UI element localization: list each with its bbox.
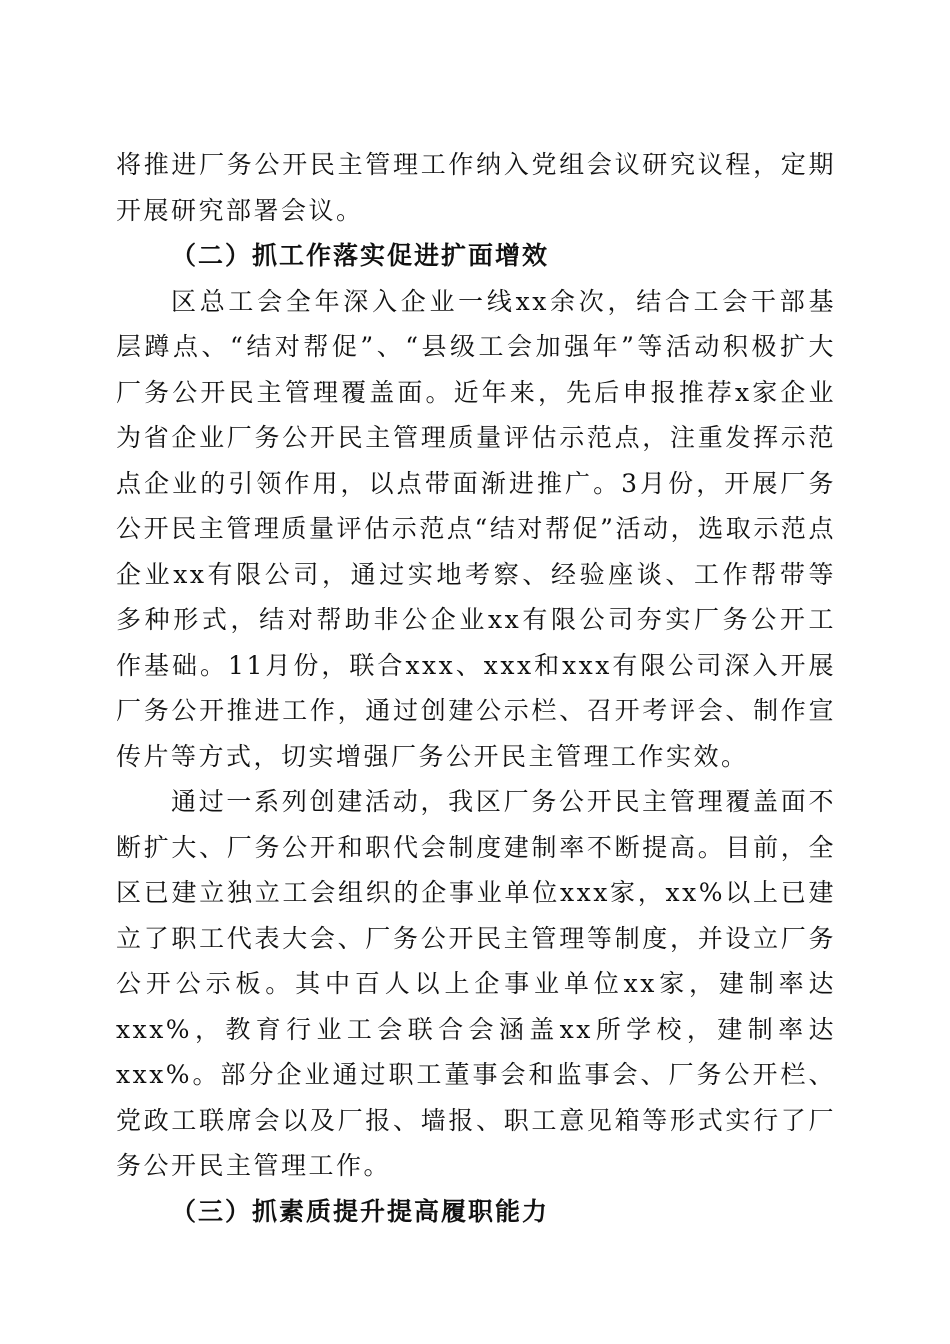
continuation-paragraph: 将推进厂务公开民主管理工作纳入党组会议研究议程，定期开展研究部署会议。 <box>116 150 836 225</box>
section-heading-3: （三）抓素质提升提高履职能力 <box>171 1196 550 1226</box>
body-paragraph-coverage: 通过一系列创建活动，我区厂务公开民主管理覆盖面不断扩大、厂务公开和职代会制度建制率不断提高。目前，全区已建立独立工会组织的企事业单位xxx家，xx%以上已建立了职工代表大会、厂务公开民主管理等制度，并设立厂务公开公示板。其中百人以上企事业单位xx家，建制率达xxx%，教育行业工会联合会涵盖xx所学校，建制率达xxx%。部分企业通过职工董事会和监事会、厂务公开栏、党政工联席会以及厂报、墙报、职工意见箱等形式实行了厂务公开民主管理工作。 <box>116 787 836 1180</box>
section-heading-2: （二）抓工作落实促进扩面增效 <box>171 241 550 270</box>
body-paragraph-outreach: 区总工会全年深入企业一线xx余次，结合工会干部基层蹲点、“结对帮促”、“县级工会加强年”等活动积极扩大厂务公开民主管理覆盖面。近年来，先后申报推荐x家企业为省企业厂务公开民主管理质量评估示范点，注重发挥示范点企业的引领作用，以点带面渐进推广。3月份，开展厂务公开民主管理质量评估示范点“结对帮促”活动，选取示范点企业xx有限公司，通过实地考察、经验座谈、工作帮带等多种形式，结对帮助非公企业xx有限公司夯实厂务公开工作基础。11月份，联合xxx、xxx和xxx有限公司深入开展厂务公开推进工作，通过创建公示栏、召开考评会、制作宣传片等方式，切实增强厂务公开民主管理工作实效。 <box>116 286 836 771</box>
document-body <box>116 142 836 1234</box>
